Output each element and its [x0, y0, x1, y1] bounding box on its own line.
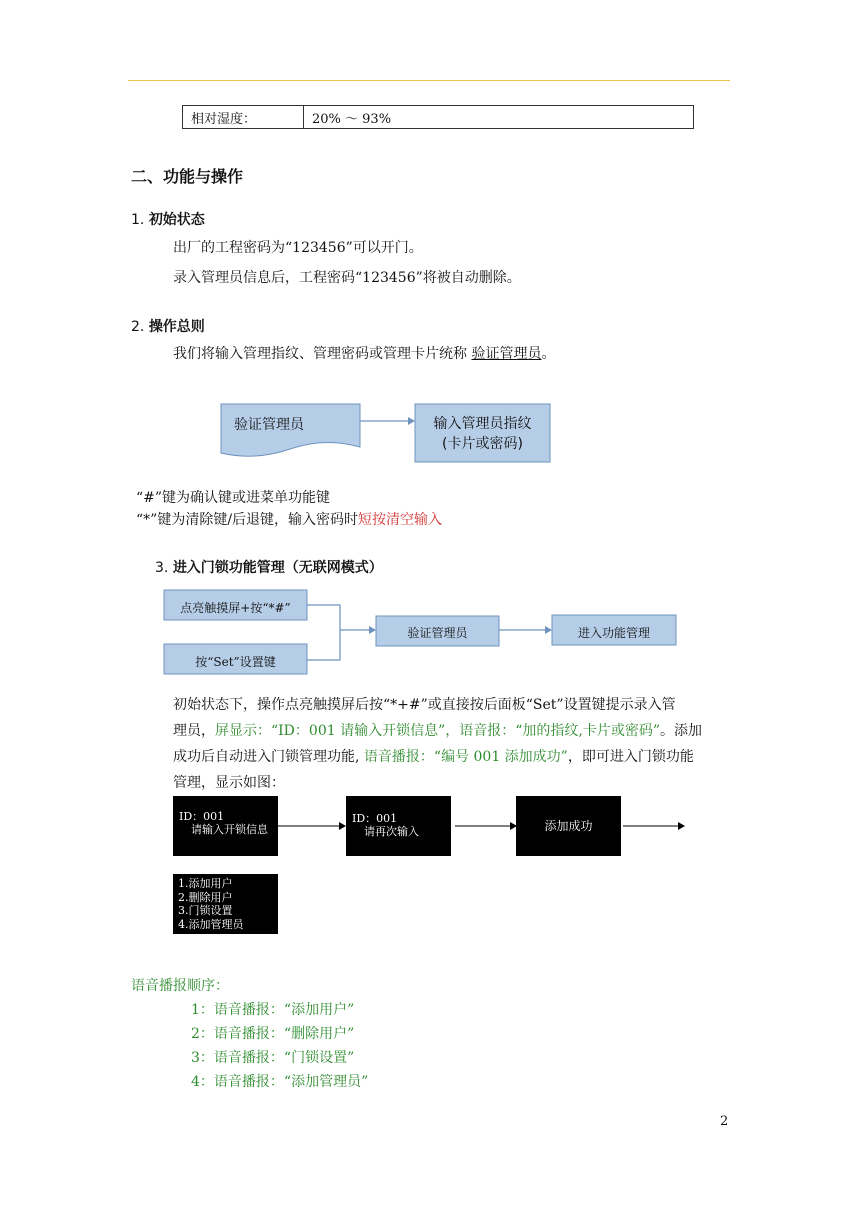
screen-menu	[173, 874, 278, 934]
note-highlight: 短按清空输入	[358, 512, 443, 528]
note-hash-key: “#”键为确认键或进菜单功能键	[136, 490, 331, 506]
subsection-2-heading	[131, 316, 205, 336]
paragraph-highlight: 语音播报：“编号 001 添加成功”	[363, 749, 568, 765]
screen-enter-unlock-info	[173, 796, 278, 856]
flow-c-label: 验证管理员	[407, 626, 468, 640]
subsection-title: 初始状态	[148, 212, 205, 228]
voice-order-title: 语音播报顺序：	[131, 978, 229, 994]
page-number: 2	[720, 1114, 729, 1129]
note-star-key	[136, 510, 442, 530]
paragraph-line: 初始状态下，操作点亮触摸屏后按“*+#”或直接按后面板“Set”设置键提示录入管	[173, 697, 676, 713]
header-rule	[128, 80, 730, 81]
term-verify-admin: 验证管理员	[471, 346, 542, 362]
note-text: “*”键为清除键/后退键，输入密码时	[136, 512, 359, 528]
paragraph-text: ，即可进入门锁功能	[567, 749, 694, 765]
screen-line: 请再次输入	[364, 825, 419, 838]
flow-d-label: 进入功能管理	[577, 626, 650, 640]
arrow-head-icon	[369, 626, 376, 634]
screen-arrow	[278, 820, 348, 832]
paragraph-line	[173, 744, 733, 770]
flow-box2-label	[415, 414, 550, 454]
spec-value: 20% ～ 93%	[304, 106, 694, 129]
subsection-number: 1.	[131, 212, 145, 228]
flow-box2-line: (卡片或密码)	[442, 436, 523, 452]
list-item: 3：语音播报：“门锁设置”	[191, 1050, 355, 1066]
paragraph-text: 理员，	[173, 723, 215, 739]
table-row	[183, 106, 694, 129]
paragraph: 录入管理员信息后，工程密码“123456”将被自动删除。	[173, 270, 521, 286]
screen-arrow	[623, 820, 687, 832]
subsection-1-heading	[131, 209, 205, 229]
subsection-title: 进入门锁功能管理（无联网模式）	[172, 560, 383, 576]
screen-line: ID：001	[179, 810, 225, 823]
paragraph-line	[173, 718, 733, 744]
list-item: 2：语音播报：“删除用户”	[191, 1026, 355, 1042]
subsection-title: 操作总则	[148, 319, 205, 335]
subsection-number: 2.	[131, 319, 145, 335]
screen-enter-again	[346, 796, 451, 856]
paragraph-text: 。	[541, 346, 556, 362]
flow-b-label: 按“Set”设置键	[195, 655, 276, 669]
paragraph	[173, 344, 555, 364]
paragraph-text: 。添加	[660, 723, 703, 739]
screen-line: 添加成功	[544, 818, 593, 833]
voice-order-list	[191, 998, 368, 1094]
flow-box1-label: 验证管理员	[234, 417, 304, 433]
screen-arrow	[455, 820, 519, 832]
spec-label: 相对湿度：	[183, 106, 304, 129]
subsection-3-heading	[155, 557, 383, 577]
arrow-head-icon	[545, 626, 552, 634]
arrow-head-icon	[339, 822, 346, 830]
list-item: 4：语音播报：“添加管理员”	[191, 1074, 369, 1090]
arrow-head-icon	[678, 822, 685, 830]
flow-connector	[307, 605, 340, 660]
paragraph-line: 管理，显示如图：	[173, 775, 285, 791]
paragraph-text: 我们将输入管理指纹、管理密码或管理卡片统称	[173, 346, 472, 362]
menu-item: 2.删除用户	[178, 890, 233, 904]
flow-box2-line: 输入管理员指纹	[433, 416, 532, 432]
screen-line: ID：001	[352, 812, 398, 825]
paragraph-text: 成功后自动进入门锁管理功能,	[173, 749, 364, 765]
subsection-number: 3.	[155, 560, 169, 576]
paragraph: 出厂的工程密码为“123456”可以开门。	[173, 240, 423, 256]
section-title: 二、功能与操作	[131, 167, 244, 186]
arrow-head-icon	[408, 417, 415, 425]
screen-line: 请输入开锁信息	[191, 823, 268, 836]
paragraph-highlight: 屏显示：“ID：001 请输入开锁信息”，语音报：“加的指纹,卡片或密码”	[215, 723, 661, 739]
list-item: 1：语音播报：“添加用户”	[191, 1002, 355, 1018]
screen-add-success	[516, 796, 621, 856]
menu-item: 4.添加管理员	[178, 917, 244, 931]
menu-item: 3.门锁设置	[178, 904, 233, 917]
spec-table	[182, 105, 694, 129]
menu-item: 1.添加用户	[178, 877, 233, 890]
paragraph-section3	[173, 692, 733, 796]
flow-a-label: 点亮触摸屏+按“*#”	[180, 601, 291, 615]
